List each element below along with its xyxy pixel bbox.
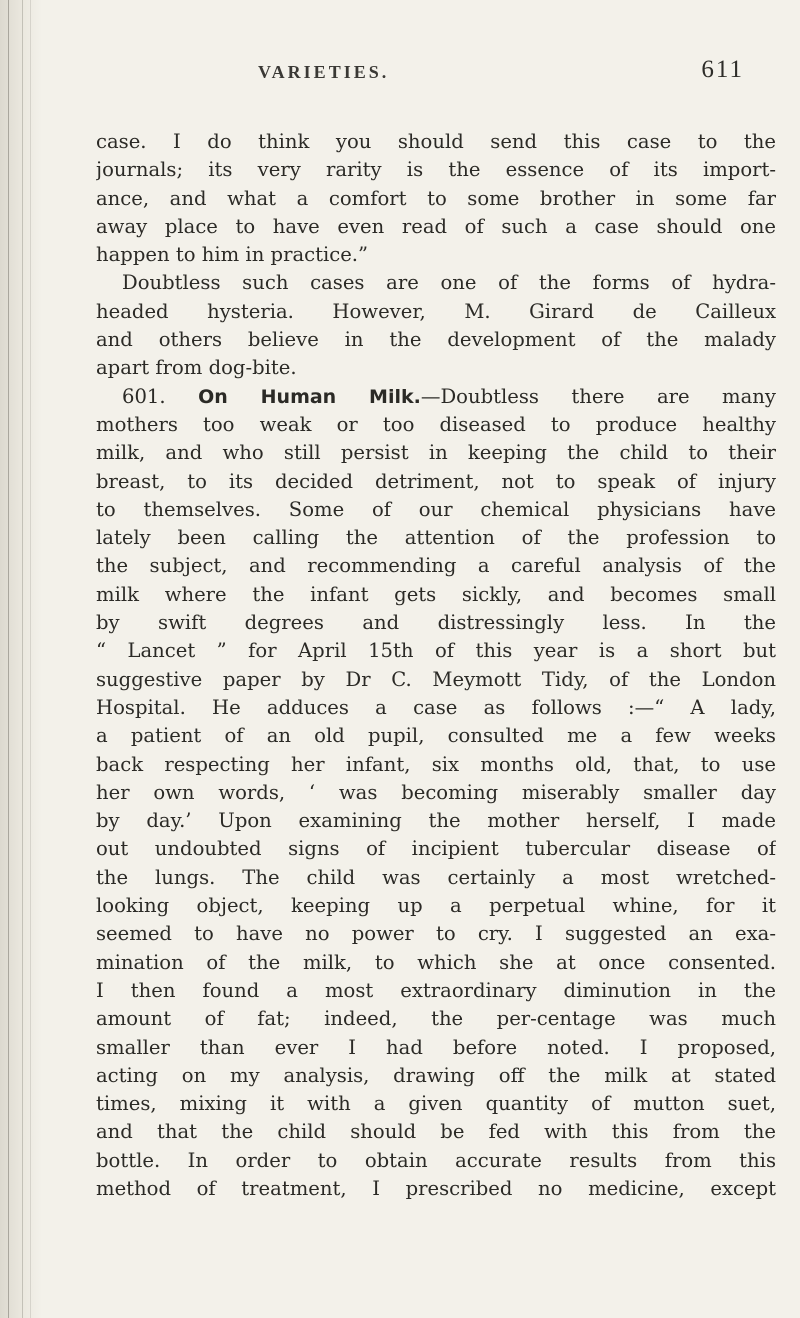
paragraph [96, 128, 776, 269]
text-line: mothers too weak or too diseased to produce healthy [96, 412, 776, 436]
text-line: smaller than ever I had before noted. I proposed, [96, 1035, 776, 1059]
text-line: a patient of an old pupil, consulted me a few weeks [96, 724, 776, 748]
text-line: Hospital. He adduces a case as follows :—“ A lady, [96, 695, 776, 719]
text-line: suggestive paper by Dr C. Meymott Tidy, of the London [96, 667, 776, 691]
text-line: bottle. In order to obtain accurate results from this [96, 1148, 776, 1172]
text-line: headed hysteria. However, M. Girard de Cailleux [96, 299, 776, 323]
text-line: lately been calling the attention of the profession to [96, 526, 776, 550]
text-line: acting on my analysis, drawing off the milk at stated [96, 1063, 776, 1087]
text-line: back respecting her infant, six months old, that, to use [96, 752, 776, 776]
text-line: breast, to its decided detriment, not to speak of injury [96, 469, 776, 493]
text-line: her own words, ‘ was becoming miserably smaller day [96, 780, 776, 804]
section-first-line [96, 383, 776, 411]
text-line: away place to have even read of such a case should one [96, 214, 776, 238]
page-gutter-shadow [0, 0, 42, 1318]
text-line: out undoubted signs of incipient tubercular disease of [96, 837, 776, 861]
text-line: amount of fat; indeed, the per-centage was much [96, 1007, 776, 1031]
text-line: journals; its very rarity is the essence of its import- [96, 158, 776, 182]
page-number: 611 [701, 56, 744, 83]
page-edge-line [30, 0, 31, 1318]
text-line: method of treatment, I prescribed no medicine, except [96, 1176, 776, 1200]
paragraph [96, 269, 776, 382]
text-line: milk where the infant gets sickly, and becomes small [96, 582, 776, 606]
text-line: apart from dog-bite. [96, 356, 297, 380]
section-number: 601. [122, 384, 166, 408]
page-edge-line [22, 0, 23, 1318]
text-line: and that the child should be fed with this from the [96, 1120, 776, 1144]
text-line: and others believe in the development of the malady [96, 328, 776, 352]
text-line: looking object, keeping up a perpetual whine, for it [96, 894, 776, 918]
text-line: “ Lancet ” for April 15th of this year is a short but [96, 639, 776, 663]
page-edge-line [8, 0, 9, 1318]
text-line: milk, and who still persist in keeping the child to their [96, 441, 776, 465]
text-line: by swift degrees and distressingly less. In the [96, 611, 776, 635]
text-line: Doubtless such cases are one of the forms of hydra- [122, 271, 776, 295]
text-line-rest: —Doubtless there are many [420, 384, 776, 408]
text-line: happen to him in practice.” [96, 243, 369, 267]
paragraph [96, 383, 776, 1204]
running-head: VARIETIES. [258, 62, 390, 82]
text-line: times, mixing it with a given quantity of mutton suet, [96, 1092, 776, 1116]
text-line: the subject, and recommending a careful analysis of the [96, 554, 776, 578]
text-line: by day.’ Upon examining the mother herself, I made [96, 809, 776, 833]
page-body [96, 128, 776, 1203]
section-heading: On Human Milk. [198, 385, 421, 408]
text-line: I then found a most extraordinary diminution in the [96, 978, 776, 1002]
text-line: the lungs. The child was certainly a most wretched- [96, 865, 776, 889]
text-line: case. I do think you should send this case to the [96, 130, 776, 153]
text-line: seemed to have no power to cry. I suggested an exa- [96, 922, 776, 946]
text-line: to themselves. Some of our chemical physicians have [96, 497, 776, 521]
text-line: ance, and what a comfort to some brother in some far [96, 186, 776, 210]
text-line: mination of the milk, to which she at once consented. [96, 950, 776, 974]
